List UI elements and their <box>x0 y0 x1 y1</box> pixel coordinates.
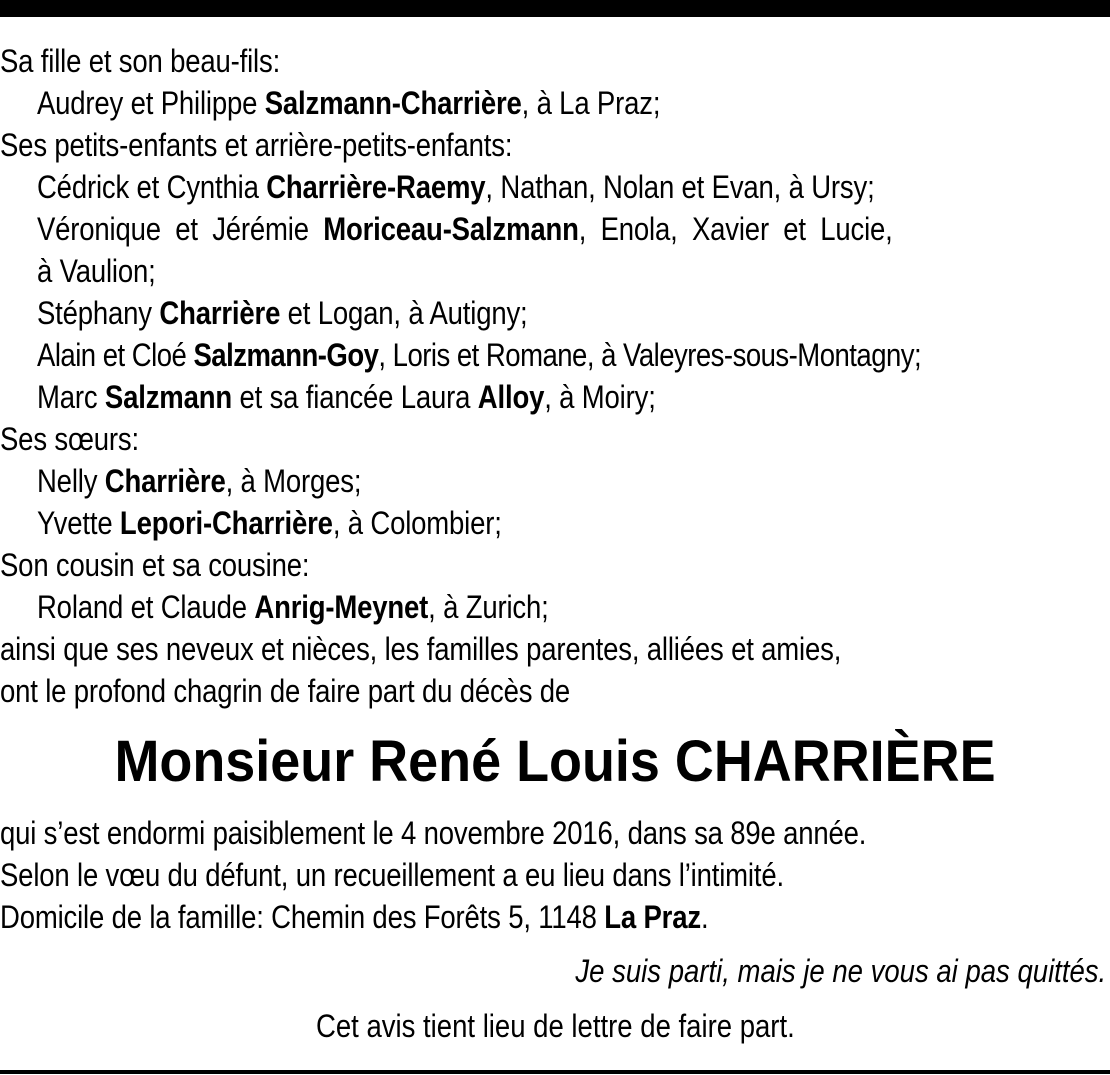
family-list <box>0 40 1110 712</box>
deceased-name: Monsieur René Louis CHARRIÈRE <box>114 729 996 794</box>
text-line: Audrey et Philippe Salzmann-Charrière, à La Praz; <box>36 85 661 121</box>
text-line: Véronique et Jérémie Moriceau-Salzmann, Enola, Xavier et Lucie, <box>36 211 893 247</box>
motto: Je suis parti, mais je ne vous ai pas quittés. <box>575 953 1106 989</box>
text-line: Son cousin et sa cousine: <box>0 547 310 583</box>
notice-details <box>0 812 1110 938</box>
bottom-rule <box>0 1070 1110 1074</box>
text-line: à Vaulion; <box>36 253 156 289</box>
text-line: Nelly Charrière, à Morges; <box>36 463 362 499</box>
text-line: ont le profond chagrin de faire part du décès de <box>0 673 571 709</box>
text-line: ainsi que ses neveux et nièces, les familles parentes, alliées et amies, <box>0 631 842 667</box>
text-line: Selon le vœu du défunt, un recueillement a eu lieu dans l’intimité. <box>0 857 784 893</box>
text-line: Domicile de la famille: Chemin des Forêts 5, 1148 La Praz. <box>0 899 709 935</box>
text-line: Roland et Claude Anrig-Meynet, à Zurich; <box>36 589 549 625</box>
text-line: Ses sœurs: <box>0 421 139 457</box>
text-line: qui s’est endormi paisiblement le 4 novembre 2016, dans sa 89e année. <box>0 815 867 851</box>
top-rule <box>0 0 1110 17</box>
text-line: Sa fille et son beau-fils: <box>0 43 281 79</box>
text-line: Cédrick et Cynthia Charrière-Raemy, Nathan, Nolan et Evan, à Ursy; <box>36 169 875 205</box>
footer-note: Cet avis tient lieu de lettre de faire part. <box>315 1008 795 1044</box>
text-line: Stéphany Charrière et Logan, à Autigny; <box>36 295 528 331</box>
text-line: Yvette Lepori-Charrière, à Colombier; <box>36 505 502 541</box>
text-line: Alain et Cloé Salzmann-Goy, Loris et Romane, à Valeyres-sous-Montagny; <box>36 337 922 373</box>
text-line: Ses petits-enfants et arrière-petits-enfants: <box>0 127 513 163</box>
text-line: Marc Salzmann et sa fiancée Laura Alloy, à Moiry; <box>36 379 656 415</box>
